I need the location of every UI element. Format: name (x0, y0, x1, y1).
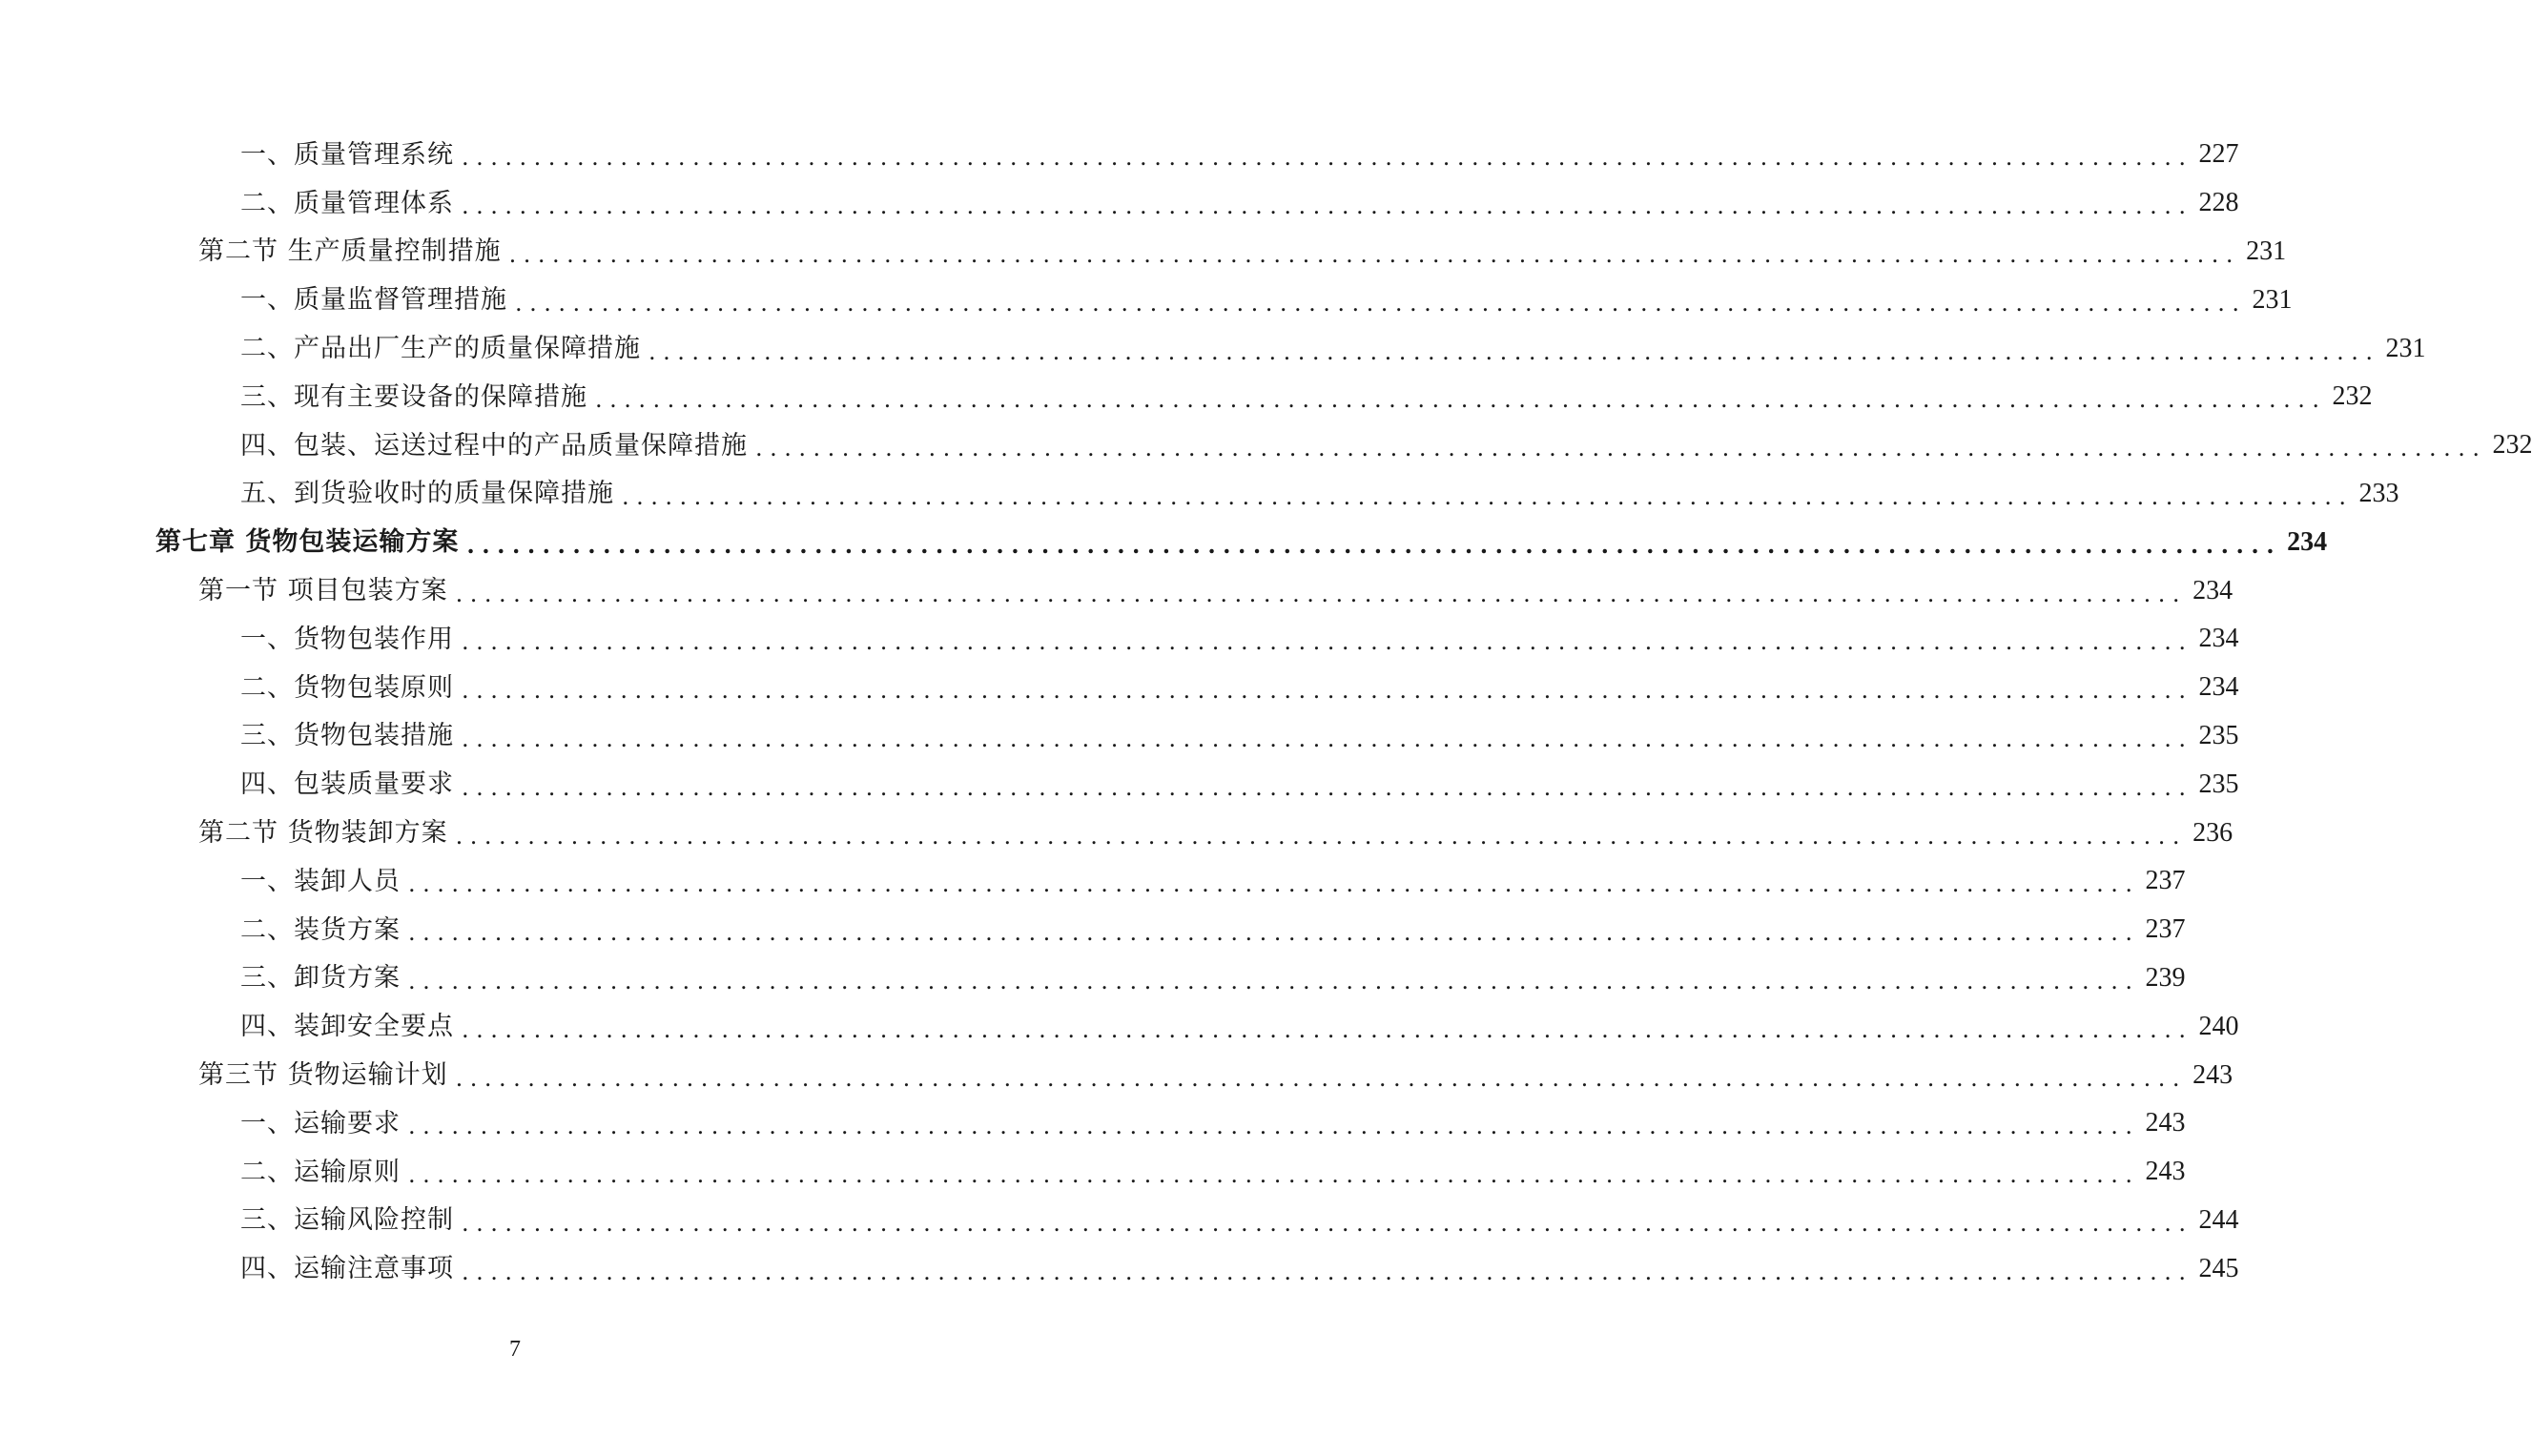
toc-entry[interactable] (0, 954, 2186, 1003)
toc-entry[interactable] (0, 712, 2239, 761)
toc-entry-title: 一、质量监督管理措施 (240, 285, 507, 316)
toc-entry-title: 四、包装、运送过程中的产品质量保障措施 (240, 430, 748, 461)
toc-dot-leader: ........................................................................................................................ (462, 677, 2193, 705)
toc-dot-leader: ........................................................................................................................ (408, 871, 2140, 898)
toc-entry-page: 243 (2145, 1108, 2186, 1138)
toc-entry-title: 三、运输风险控制 (240, 1205, 454, 1236)
toc-entry[interactable] (0, 1051, 2234, 1099)
toc-dot-leader: ........................................................................................................................ (515, 289, 2247, 317)
toc-entry[interactable] (0, 518, 2328, 566)
toc-entry-page: 227 (2198, 139, 2239, 170)
toc-entry-page: 232 (2492, 430, 2532, 461)
toc-entry[interactable] (0, 857, 2186, 906)
toc-dot-leader: ........................................................................................................................ (462, 725, 2193, 752)
toc-entry-page: 239 (2145, 962, 2186, 993)
toc-dot-leader: ........................................................................................................................ (408, 967, 2140, 995)
toc-entry[interactable] (0, 179, 2239, 228)
toc-entry-title: 二、产品出厂生产的质量保障措施 (240, 334, 641, 364)
toc-entry[interactable] (0, 373, 2373, 421)
toc-dot-leader: ........................................................................................................................ (408, 1113, 2140, 1140)
toc-entry-page: 232 (2332, 381, 2373, 412)
page-number: 7 (509, 1337, 521, 1362)
toc-dot-leader: ........................................................................................................................ (462, 144, 2193, 172)
toc-dot-leader: ........................................................................................................................ (462, 1015, 2193, 1043)
toc-dot-leader: ........................................................................................................................ (755, 435, 2487, 462)
toc-entry-page: 234 (2198, 672, 2239, 703)
toc-entry-title: 一、质量管理系统 (240, 139, 454, 170)
table-of-contents (0, 131, 2532, 1293)
toc-entry-title: 第二节 生产质量控制措施 (198, 236, 502, 267)
toc-entry-page: 235 (2198, 720, 2239, 750)
toc-dot-leader: ........................................................................................................................ (455, 580, 2188, 607)
toc-entry-page: 234 (2192, 575, 2234, 605)
toc-entry[interactable] (0, 615, 2239, 664)
toc-entry-page: 234 (2287, 526, 2328, 557)
toc-entry-page: 243 (2192, 1059, 2234, 1090)
toc-entry-title: 四、装卸安全要点 (240, 1012, 454, 1042)
toc-entry[interactable] (0, 664, 2239, 712)
toc-dot-leader: ........................................................................................................................ (462, 1209, 2193, 1237)
toc-dot-leader: ........................................................................................................................ (455, 1064, 2188, 1092)
toc-entry[interactable] (0, 1148, 2186, 1197)
toc-dot-leader: ........................................................................................................................ (408, 919, 2140, 947)
toc-entry-title: 四、包装质量要求 (240, 769, 454, 800)
toc-entry-page: 243 (2145, 1157, 2186, 1187)
toc-entry-title: 第一节 项目包装方案 (198, 576, 448, 606)
toc-entry-title: 第三节 货物运输计划 (198, 1060, 448, 1091)
toc-entry-title: 二、运输原则 (240, 1157, 401, 1187)
toc-dot-leader: ........................................................................................................................ (595, 386, 2327, 414)
toc-entry[interactable] (0, 228, 2287, 277)
toc-entry-page: 231 (2252, 284, 2293, 315)
toc-entry[interactable] (0, 1244, 2239, 1293)
toc-entry-page: 237 (2145, 866, 2186, 896)
toc-entry[interactable] (0, 760, 2239, 809)
toc-entry[interactable] (0, 470, 2399, 519)
toc-entry-page: 228 (2198, 188, 2239, 218)
toc-entry-page: 234 (2198, 624, 2239, 654)
toc-entry-title: 三、卸货方案 (240, 963, 401, 994)
toc-entry[interactable] (0, 906, 2186, 954)
toc-dot-leader: ........................................................................................................................ (648, 338, 2380, 365)
toc-dot-leader: ........................................................................................................................ (462, 1258, 2193, 1285)
toc-entry-page: 233 (2358, 478, 2399, 508)
toc-entry[interactable] (0, 1099, 2186, 1148)
toc-entry[interactable] (0, 421, 2532, 470)
toc-entry-title: 第七章 货物包装运输方案 (155, 527, 460, 558)
toc-dot-leader: ........................................................................................................................ (508, 240, 2241, 268)
toc-entry-title: 四、运输注意事项 (240, 1254, 454, 1284)
toc-entry[interactable] (0, 324, 2426, 373)
toc-entry-title: 一、装卸人员 (240, 866, 401, 896)
toc-entry-page: 231 (2385, 333, 2426, 363)
toc-entry-page: 245 (2198, 1253, 2239, 1283)
toc-entry-title: 一、运输要求 (240, 1108, 401, 1138)
toc-entry-title: 一、货物包装作用 (240, 624, 454, 654)
toc-entry[interactable] (0, 131, 2239, 179)
toc-entry-title: 三、现有主要设备的保障措施 (240, 381, 587, 412)
toc-entry-page: 235 (2198, 769, 2239, 799)
toc-dot-leader: ........................................................................................................................ (466, 530, 2282, 559)
toc-entry-page: 236 (2192, 817, 2234, 848)
toc-entry-title: 二、质量管理体系 (240, 188, 454, 218)
toc-entry-page: 231 (2246, 236, 2287, 266)
toc-entry[interactable] (0, 1002, 2239, 1051)
toc-entry-title: 五、到货验收时的质量保障措施 (240, 479, 614, 509)
toc-dot-leader: ........................................................................................................................ (462, 193, 2193, 220)
toc-dot-leader: ........................................................................................................................ (455, 822, 2188, 850)
toc-dot-leader: ........................................................................................................................ (462, 773, 2193, 801)
toc-entry-title: 第二节 货物装卸方案 (198, 818, 448, 849)
toc-entry[interactable] (0, 276, 2293, 324)
toc-dot-leader: ........................................................................................................................ (408, 1161, 2140, 1189)
toc-entry[interactable] (0, 566, 2234, 615)
toc-dot-leader: ........................................................................................................................ (622, 482, 2354, 510)
toc-entry-page: 240 (2198, 1011, 2239, 1041)
toc-entry-page: 244 (2198, 1204, 2239, 1235)
toc-dot-leader: ........................................................................................................................ (462, 628, 2193, 656)
toc-entry-title: 二、装货方案 (240, 914, 401, 945)
toc-entry-page: 237 (2145, 914, 2186, 945)
toc-entry[interactable] (0, 1197, 2239, 1245)
toc-entry[interactable] (0, 809, 2234, 857)
toc-entry-title: 三、货物包装措施 (240, 721, 454, 751)
toc-entry-title: 二、货物包装原则 (240, 672, 454, 703)
